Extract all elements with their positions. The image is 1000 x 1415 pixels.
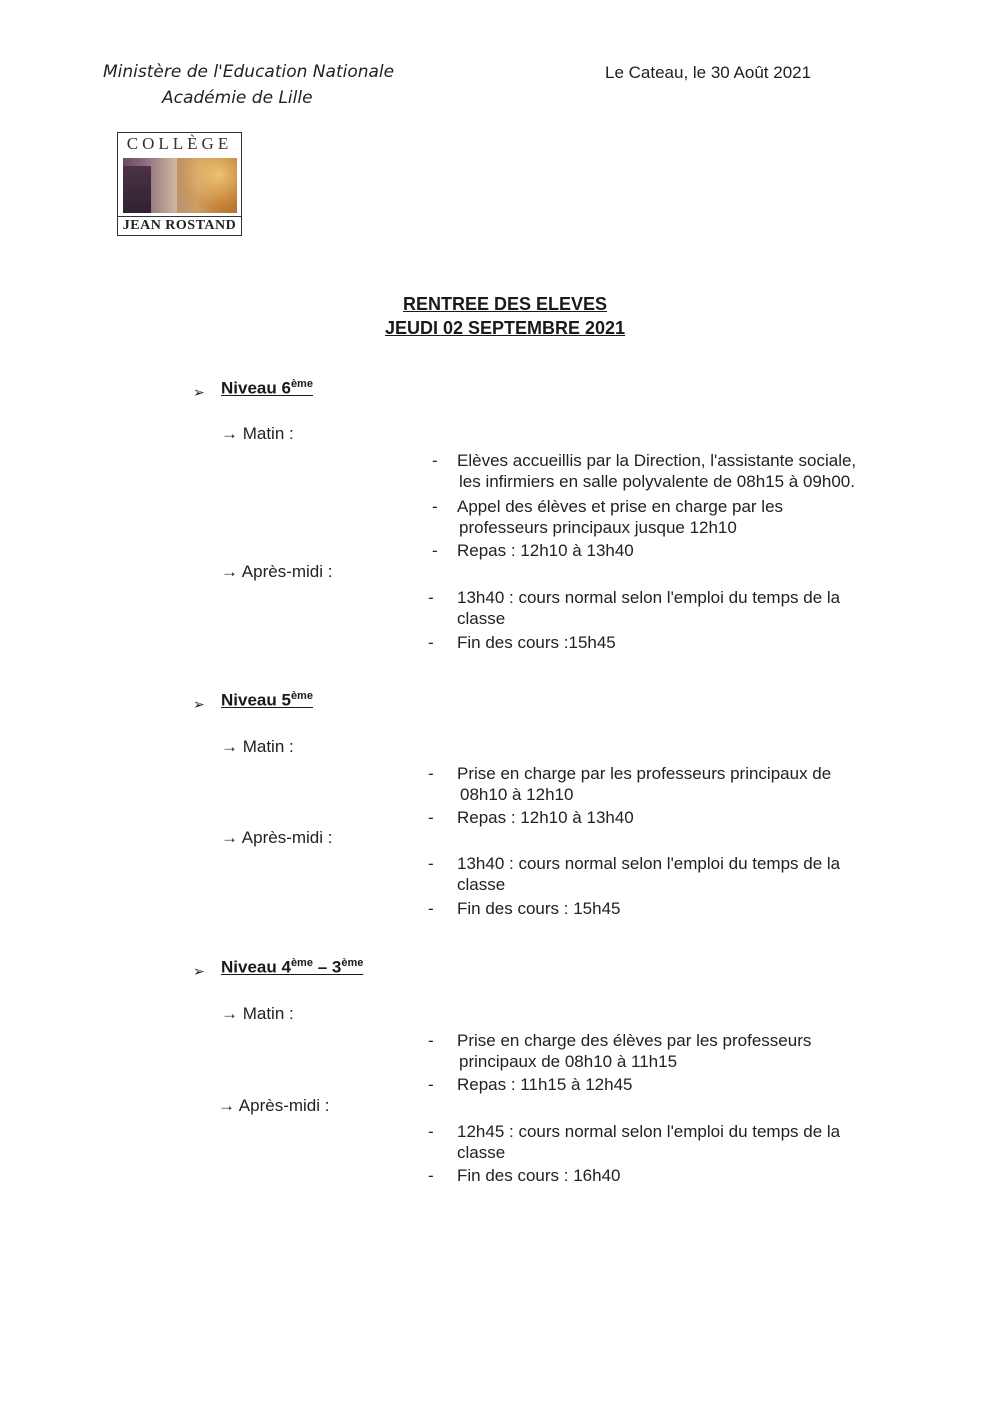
level-heading-4-3: Niveau 4ème – 3ème xyxy=(221,957,364,977)
dash: - xyxy=(428,1031,434,1050)
morning-label: → Matin : xyxy=(221,737,294,756)
dash: - xyxy=(428,764,434,783)
dash: - xyxy=(428,633,434,652)
logo-image xyxy=(123,158,237,213)
afternoon-label: → Après-midi : xyxy=(221,562,333,581)
list-item: Repas : 11h15 à 12h45 xyxy=(457,1075,633,1094)
dash: - xyxy=(428,1075,434,1094)
academy-name: Académie de Lille xyxy=(162,88,313,108)
page-title-line1: RENTREE DES ELEVES xyxy=(402,294,608,314)
dash: - xyxy=(432,497,438,516)
page-title-line2: JEUDI 02 SEPTEMBRE 2021 xyxy=(384,318,626,338)
list-item: Repas : 12h10 à 13h40 xyxy=(457,541,634,560)
level-heading-6: Niveau 6ème xyxy=(221,378,313,398)
list-item: 12h45 : cours normal selon l'emploi du temps de la classe xyxy=(457,1122,841,1162)
level-heading-5: Niveau 5ème xyxy=(221,690,313,710)
list-item: Fin des cours : 16h40 xyxy=(457,1166,621,1185)
level-bullet-icon: ➢ xyxy=(193,384,205,400)
level-bullet-icon: ➢ xyxy=(193,696,205,712)
dash: - xyxy=(428,1122,434,1141)
dash: - xyxy=(432,451,438,470)
list-item: Elèves accueillis par la Direction, l'assistante sociale, les infirmiers en salle polyvalente de 08h15 à 09h00. xyxy=(457,451,857,491)
list-item: Repas : 12h10 à 13h40 xyxy=(457,808,634,827)
dash: - xyxy=(432,541,438,560)
dash: - xyxy=(428,1166,434,1185)
dash: - xyxy=(428,808,434,827)
list-item: Appel des élèves et prise en charge par les professeurs principaux jusque 12h10 xyxy=(457,497,784,537)
list-item: Fin des cours : 15h45 xyxy=(457,899,621,918)
college-logo xyxy=(117,132,242,236)
afternoon-label: → Après-midi : xyxy=(218,1096,330,1115)
afternoon-label: → Après-midi : xyxy=(221,828,333,847)
dash: - xyxy=(428,854,434,873)
logo-bottom-text: JEAN ROSTAND xyxy=(118,216,241,234)
list-item: Fin des cours :15h45 xyxy=(457,633,616,652)
list-item: Prise en charge par les professeurs principaux de 08h10 à 12h10 xyxy=(457,764,832,804)
morning-label: → Matin : xyxy=(221,424,294,443)
ministry-name: Ministère de l'Education Nationale xyxy=(103,62,395,82)
morning-label: → Matin : xyxy=(221,1004,294,1023)
logo-top-text: COLLÈGE xyxy=(126,134,233,153)
dash: - xyxy=(428,899,434,918)
list-item: Prise en charge des élèves par les professeurs principaux de 08h10 à 11h15 xyxy=(457,1031,812,1071)
dash: - xyxy=(428,588,434,607)
list-item: 13h40 : cours normal selon l'emploi du temps de la classe xyxy=(457,854,841,894)
level-bullet-icon: ➢ xyxy=(193,963,205,979)
list-item: 13h40 : cours normal selon l'emploi du temps de la classe xyxy=(457,588,841,628)
place-date: Le Cateau, le 30 Août 2021 xyxy=(605,63,812,82)
